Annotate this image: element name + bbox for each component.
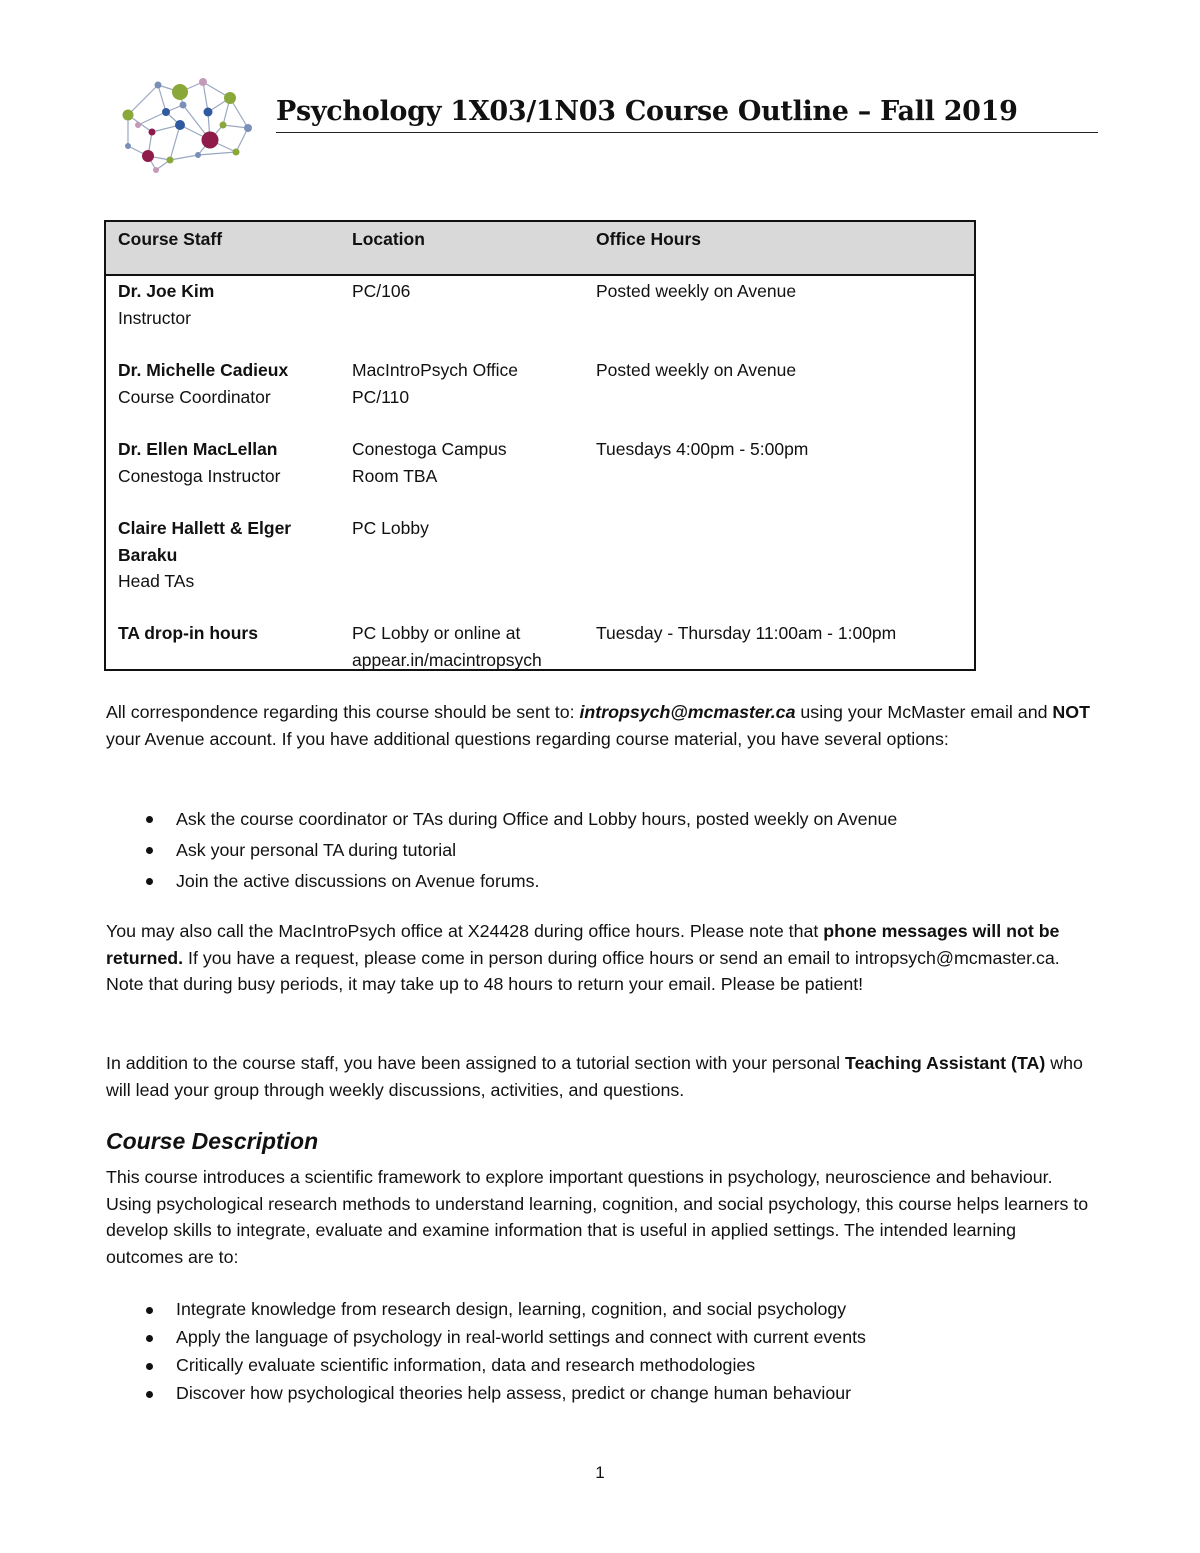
options-list bbox=[106, 804, 1096, 897]
outcomes-list bbox=[106, 1295, 1096, 1407]
list-item: Integrate knowledge from research design, learning, cognition, and social psychology bbox=[106, 1295, 1096, 1323]
staff-name: Claire Hallett & Elger Baraku bbox=[118, 518, 292, 565]
staff-location: PC Lobby or online at bbox=[352, 623, 521, 643]
correspondence-text: your Avenue account. If you have additional questions regarding course material, you have several options: bbox=[106, 728, 949, 749]
list-item: Critically evaluate scientific information, data and research methodologies bbox=[106, 1351, 1096, 1379]
staff-hours: Posted weekly on Avenue bbox=[596, 281, 797, 301]
staff-location: appear.in/macintropsych bbox=[352, 649, 542, 670]
column-header-staff: Course Staff bbox=[118, 229, 223, 249]
staff-hours: Tuesdays 4:00pm - 5:00pm bbox=[596, 439, 809, 459]
staff-role: Conestoga Instructor bbox=[118, 465, 281, 486]
section-heading-course-description: Course Description bbox=[106, 1128, 319, 1154]
table-row bbox=[106, 515, 974, 620]
staff-role: Course Coordinator bbox=[118, 386, 271, 407]
staff-role: Instructor bbox=[118, 307, 191, 328]
staff-location: PC/106 bbox=[352, 281, 411, 301]
staff-location: PC Lobby bbox=[352, 518, 429, 538]
staff-location: PC/110 bbox=[352, 386, 410, 407]
table-row bbox=[106, 436, 974, 515]
table-row bbox=[106, 278, 974, 357]
list-item: Join the active discussions on Avenue forums. bbox=[106, 866, 1096, 897]
tutorial-text: In addition to the course staff, you have been assigned to a tutorial section with your personal bbox=[106, 1053, 846, 1073]
list-item: Ask the course coordinator or TAs during Office and Lobby hours, posted weekly on Avenue bbox=[106, 804, 1096, 835]
tutorial-paragraph bbox=[106, 1050, 1096, 1103]
staff-hours: Posted weekly on Avenue bbox=[596, 360, 797, 380]
staff-location: Room TBA bbox=[352, 465, 438, 486]
column-header-location: Location bbox=[352, 229, 425, 249]
staff-location: Conestoga Campus bbox=[352, 439, 507, 459]
staff-name: Dr. Joe Kim bbox=[118, 281, 215, 301]
phone-text: If you have a request, please come in person during office hours or send an email to intropsych@mcmaster.ca. Note that during busy periods, it may take up to 48 hours to return your email. Please be patient! bbox=[106, 947, 1060, 994]
description-paragraph: This course introduces a scientific framework to explore important questions in psychology, neuroscience and behaviour. Using psychological research methods to understand learning, cognition, and social psychology, this course helps learners to develop skills to integrate, evaluate and examine information that is useful in applied settings. The intended learning outcomes are to: bbox=[106, 1167, 1089, 1267]
page-title: Psychology 1X03/1N03 Course Outline – Fall 2019 bbox=[276, 92, 1098, 133]
correspondence-text: All correspondence regarding this course should be sent to: bbox=[106, 702, 580, 722]
staff-name: TA drop-in hours bbox=[118, 623, 258, 643]
course-staff-table bbox=[104, 220, 976, 671]
list-item: Ask your personal TA during tutorial bbox=[106, 835, 1096, 866]
correspondence-paragraph bbox=[106, 699, 1096, 752]
contact-email[interactable]: intropsych@mcmaster.ca bbox=[579, 702, 796, 722]
table-row bbox=[106, 620, 974, 672]
page-number: 1 bbox=[595, 1463, 605, 1482]
staff-name: Dr. Ellen MacLellan bbox=[118, 439, 278, 459]
phone-text: You may also call the MacIntroPsych office at X24428 during office hours. Please note that bbox=[106, 921, 824, 941]
correspondence-text: using your McMaster email and bbox=[795, 702, 1053, 722]
tutorial-text: who will lead your group through weekly discussions, activities, and questions. bbox=[106, 1053, 1083, 1100]
staff-role: Head TAs bbox=[118, 571, 195, 591]
table-row bbox=[106, 357, 974, 436]
column-header-hours: Office Hours bbox=[596, 229, 702, 249]
emphasis-not: NOT bbox=[1052, 702, 1090, 722]
staff-hours: Tuesday - Thursday 11:00am - 1:00pm bbox=[596, 623, 897, 643]
table-header bbox=[106, 222, 974, 276]
staff-location: MacIntroPsych Office bbox=[352, 360, 518, 380]
tutorial-emphasis: Teaching Assistant (TA) bbox=[845, 1053, 1046, 1073]
phone-paragraph bbox=[106, 918, 1096, 998]
list-item: Apply the language of psychology in real-world settings and connect with current events bbox=[106, 1323, 1096, 1351]
phone-emphasis: phone messages will not be returned. bbox=[106, 921, 1060, 968]
staff-name: Dr. Michelle Cadieux bbox=[118, 360, 289, 380]
brain-network-logo bbox=[108, 70, 258, 180]
list-item: Discover how psychological theories help assess, predict or change human behaviour bbox=[106, 1379, 1096, 1407]
